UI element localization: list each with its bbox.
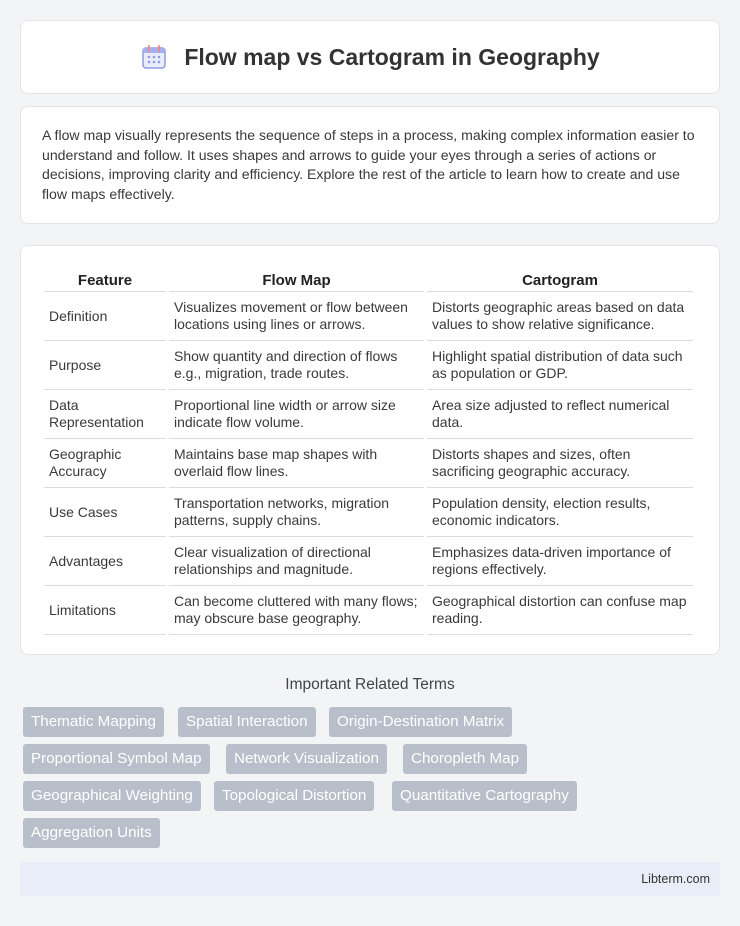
- row-cartogram: Highlight spatial distribution of data such as population or GDP.: [427, 341, 693, 390]
- intro-text: A flow map visually represents the sequence of steps in a process, making complex information easier to understand and follow. It uses shapes and arrows to guide your eyes through a series of actions or decisions, improving clarity and efficiency. Explore the rest of the article to learn how to create and use flow maps effectively.: [42, 127, 695, 202]
- row-flow-map: Visualizes movement or flow between locations using lines or arrows.: [169, 292, 424, 341]
- tag-aggregation-units[interactable]: Aggregation Units: [23, 818, 160, 848]
- row-flow-map: Can become cluttered with many flows; may obscure base geography.: [169, 586, 424, 635]
- row-cartogram: Geographical distortion can confuse map reading.: [427, 586, 693, 635]
- table-row: [44, 488, 693, 537]
- row-cartogram: Area size adjusted to reflect numerical data.: [427, 390, 693, 439]
- intro-card: [20, 106, 720, 224]
- row-flow-map: Clear visualization of directional relationships and magnitude.: [169, 537, 424, 586]
- footer: [20, 862, 720, 896]
- row-feature: Limitations: [44, 586, 166, 635]
- row-cartogram: Emphasizes data-driven importance of regions effectively.: [427, 537, 693, 586]
- table-row: [44, 292, 693, 341]
- row-flow-map: Maintains base map shapes with overlaid flow lines.: [169, 439, 424, 488]
- row-cartogram: Distorts shapes and sizes, often sacrificing geographic accuracy.: [427, 439, 693, 488]
- header-cartogram: Cartogram: [427, 266, 693, 292]
- tag-origin-destination-matrix[interactable]: Origin-Destination Matrix: [329, 707, 512, 737]
- footer-site-link[interactable]: Libterm.com: [641, 872, 710, 886]
- comparison-table: [41, 266, 696, 635]
- header-card: [20, 20, 720, 94]
- table-row: [44, 586, 693, 635]
- row-cartogram: Population density, election results, economic indicators.: [427, 488, 693, 537]
- table-header-row: [44, 266, 693, 292]
- header-flow-map: Flow Map: [169, 266, 424, 292]
- row-feature: Data Representation: [44, 390, 166, 439]
- tag-quantitative-cartography[interactable]: Quantitative Cartography: [392, 781, 577, 811]
- tag-proportional-symbol-map[interactable]: Proportional Symbol Map: [23, 744, 210, 774]
- calendar-icon: [140, 43, 168, 71]
- table-row: [44, 341, 693, 390]
- tag-geographical-weighting[interactable]: Geographical Weighting: [23, 781, 201, 811]
- row-cartogram: Distorts geographic areas based on data values to show relative significance.: [427, 292, 693, 341]
- tag-network-visualization[interactable]: Network Visualization: [226, 744, 387, 774]
- table-row: [44, 439, 693, 488]
- row-feature: Purpose: [44, 341, 166, 390]
- tag-thematic-mapping[interactable]: Thematic Mapping: [23, 707, 164, 737]
- row-feature: Definition: [44, 292, 166, 341]
- row-feature: Geographic Accuracy: [44, 439, 166, 488]
- row-feature: Advantages: [44, 537, 166, 586]
- row-flow-map: Transportation networks, migration patterns, supply chains.: [169, 488, 424, 537]
- header-feature: Feature: [44, 266, 166, 292]
- tag-spatial-interaction[interactable]: Spatial Interaction: [178, 707, 316, 737]
- table-row: [44, 390, 693, 439]
- row-flow-map: Proportional line width or arrow size indicate flow volume.: [169, 390, 424, 439]
- tag-choropleth-map[interactable]: Choropleth Map: [403, 744, 527, 774]
- tag-topological-distortion[interactable]: Topological Distortion: [214, 781, 374, 811]
- page-title: Flow map vs Cartogram in Geography: [184, 43, 600, 70]
- row-flow-map: Show quantity and direction of flows e.g., migration, trade routes.: [169, 341, 424, 390]
- table-row: [44, 537, 693, 586]
- comparison-card: [20, 245, 720, 655]
- row-feature: Use Cases: [44, 488, 166, 537]
- related-terms-title: Important Related Terms: [285, 676, 455, 693]
